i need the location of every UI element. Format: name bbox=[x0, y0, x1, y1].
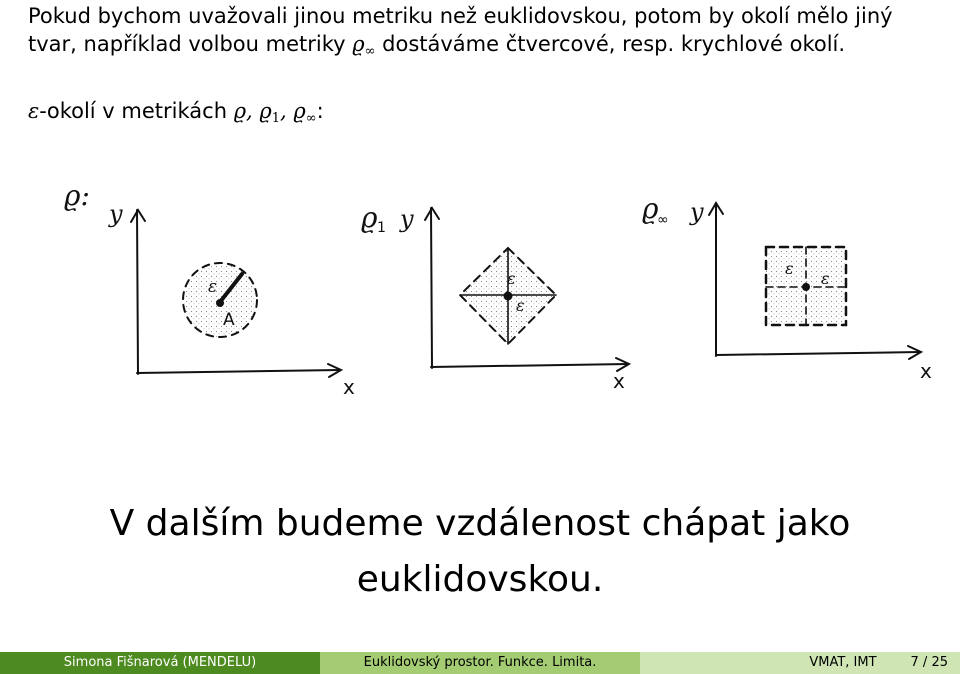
rho-inf-symbol: $ϱ_\infty$ bbox=[352, 32, 376, 59]
rhoinf-subscript: ∞ bbox=[657, 212, 669, 228]
footer-course-label: VMAT, IMT bbox=[809, 655, 877, 670]
epsilon-label-2a: ε bbox=[507, 269, 516, 288]
point-a-label: A bbox=[223, 310, 235, 330]
conclusion-line-2: euklidovskou. bbox=[356, 559, 604, 600]
intro-line-2-end: dostáváme čtvercové, resp. krychlové okolí. bbox=[382, 32, 846, 56]
y-axis-1 bbox=[137, 210, 138, 374]
rho1-label: ϱ bbox=[361, 201, 378, 234]
y-axis-2 bbox=[431, 208, 432, 368]
euclidean-panel bbox=[64, 179, 355, 399]
footer-title: Euklidovský prostor. Funkce. Limita. bbox=[320, 652, 640, 674]
x-axis-label-2: x bbox=[613, 369, 625, 393]
y-axis-label-3: y bbox=[690, 198, 704, 226]
conclusion-line-1: V dalším budeme vzdálenost chápat jako bbox=[109, 503, 851, 544]
intro-line-2 bbox=[28, 30, 948, 66]
epsilon-neighbourhood-heading: ε-okolí v metrikách ϱ, $ϱ_1$, $ϱ_\infty$: bbox=[28, 99, 324, 126]
x-axis-1 bbox=[137, 370, 340, 373]
metric-sketches bbox=[0, 170, 960, 410]
point-a-dot bbox=[216, 299, 224, 307]
conclusion-text bbox=[0, 496, 960, 608]
rho1-subscript: 1 bbox=[377, 220, 386, 236]
epsilon-label-3a: ε bbox=[785, 259, 794, 278]
epsilon-label-2b: ε bbox=[516, 296, 525, 315]
footer-course bbox=[640, 652, 960, 674]
intro-paragraph bbox=[28, 2, 948, 66]
rho1-center-dot bbox=[504, 292, 513, 301]
rhoinf-panel bbox=[642, 192, 932, 383]
x-axis-2 bbox=[431, 364, 628, 367]
epsilon-label-3b: ε bbox=[821, 269, 830, 288]
rhoinf-center-dot bbox=[802, 283, 810, 291]
x-axis-label-1: x bbox=[343, 375, 355, 399]
footer-page-number: 7 / 25 bbox=[910, 655, 948, 670]
y-axis-label-2: y bbox=[400, 205, 414, 233]
epsilon-label-1: ε bbox=[208, 277, 218, 297]
intro-line-1: Pokud bychom uvažovali jinou metriku než euklidovskou, potom by okolí mělo jiný bbox=[28, 4, 893, 28]
rhoinf-label: ϱ bbox=[642, 192, 659, 225]
footer-author: Simona Fišnarová (MENDELU) bbox=[0, 652, 320, 674]
rho-label: ϱ: bbox=[64, 179, 90, 212]
y-axis-label-1: y bbox=[109, 200, 123, 228]
sketch-svg bbox=[0, 170, 960, 410]
x-axis-3 bbox=[716, 352, 920, 355]
footer-bar bbox=[0, 652, 960, 674]
rho1-panel bbox=[361, 201, 629, 393]
x-axis-label-3: x bbox=[920, 359, 932, 383]
intro-line-2-start: tvar, například volbou metriky bbox=[28, 32, 346, 56]
